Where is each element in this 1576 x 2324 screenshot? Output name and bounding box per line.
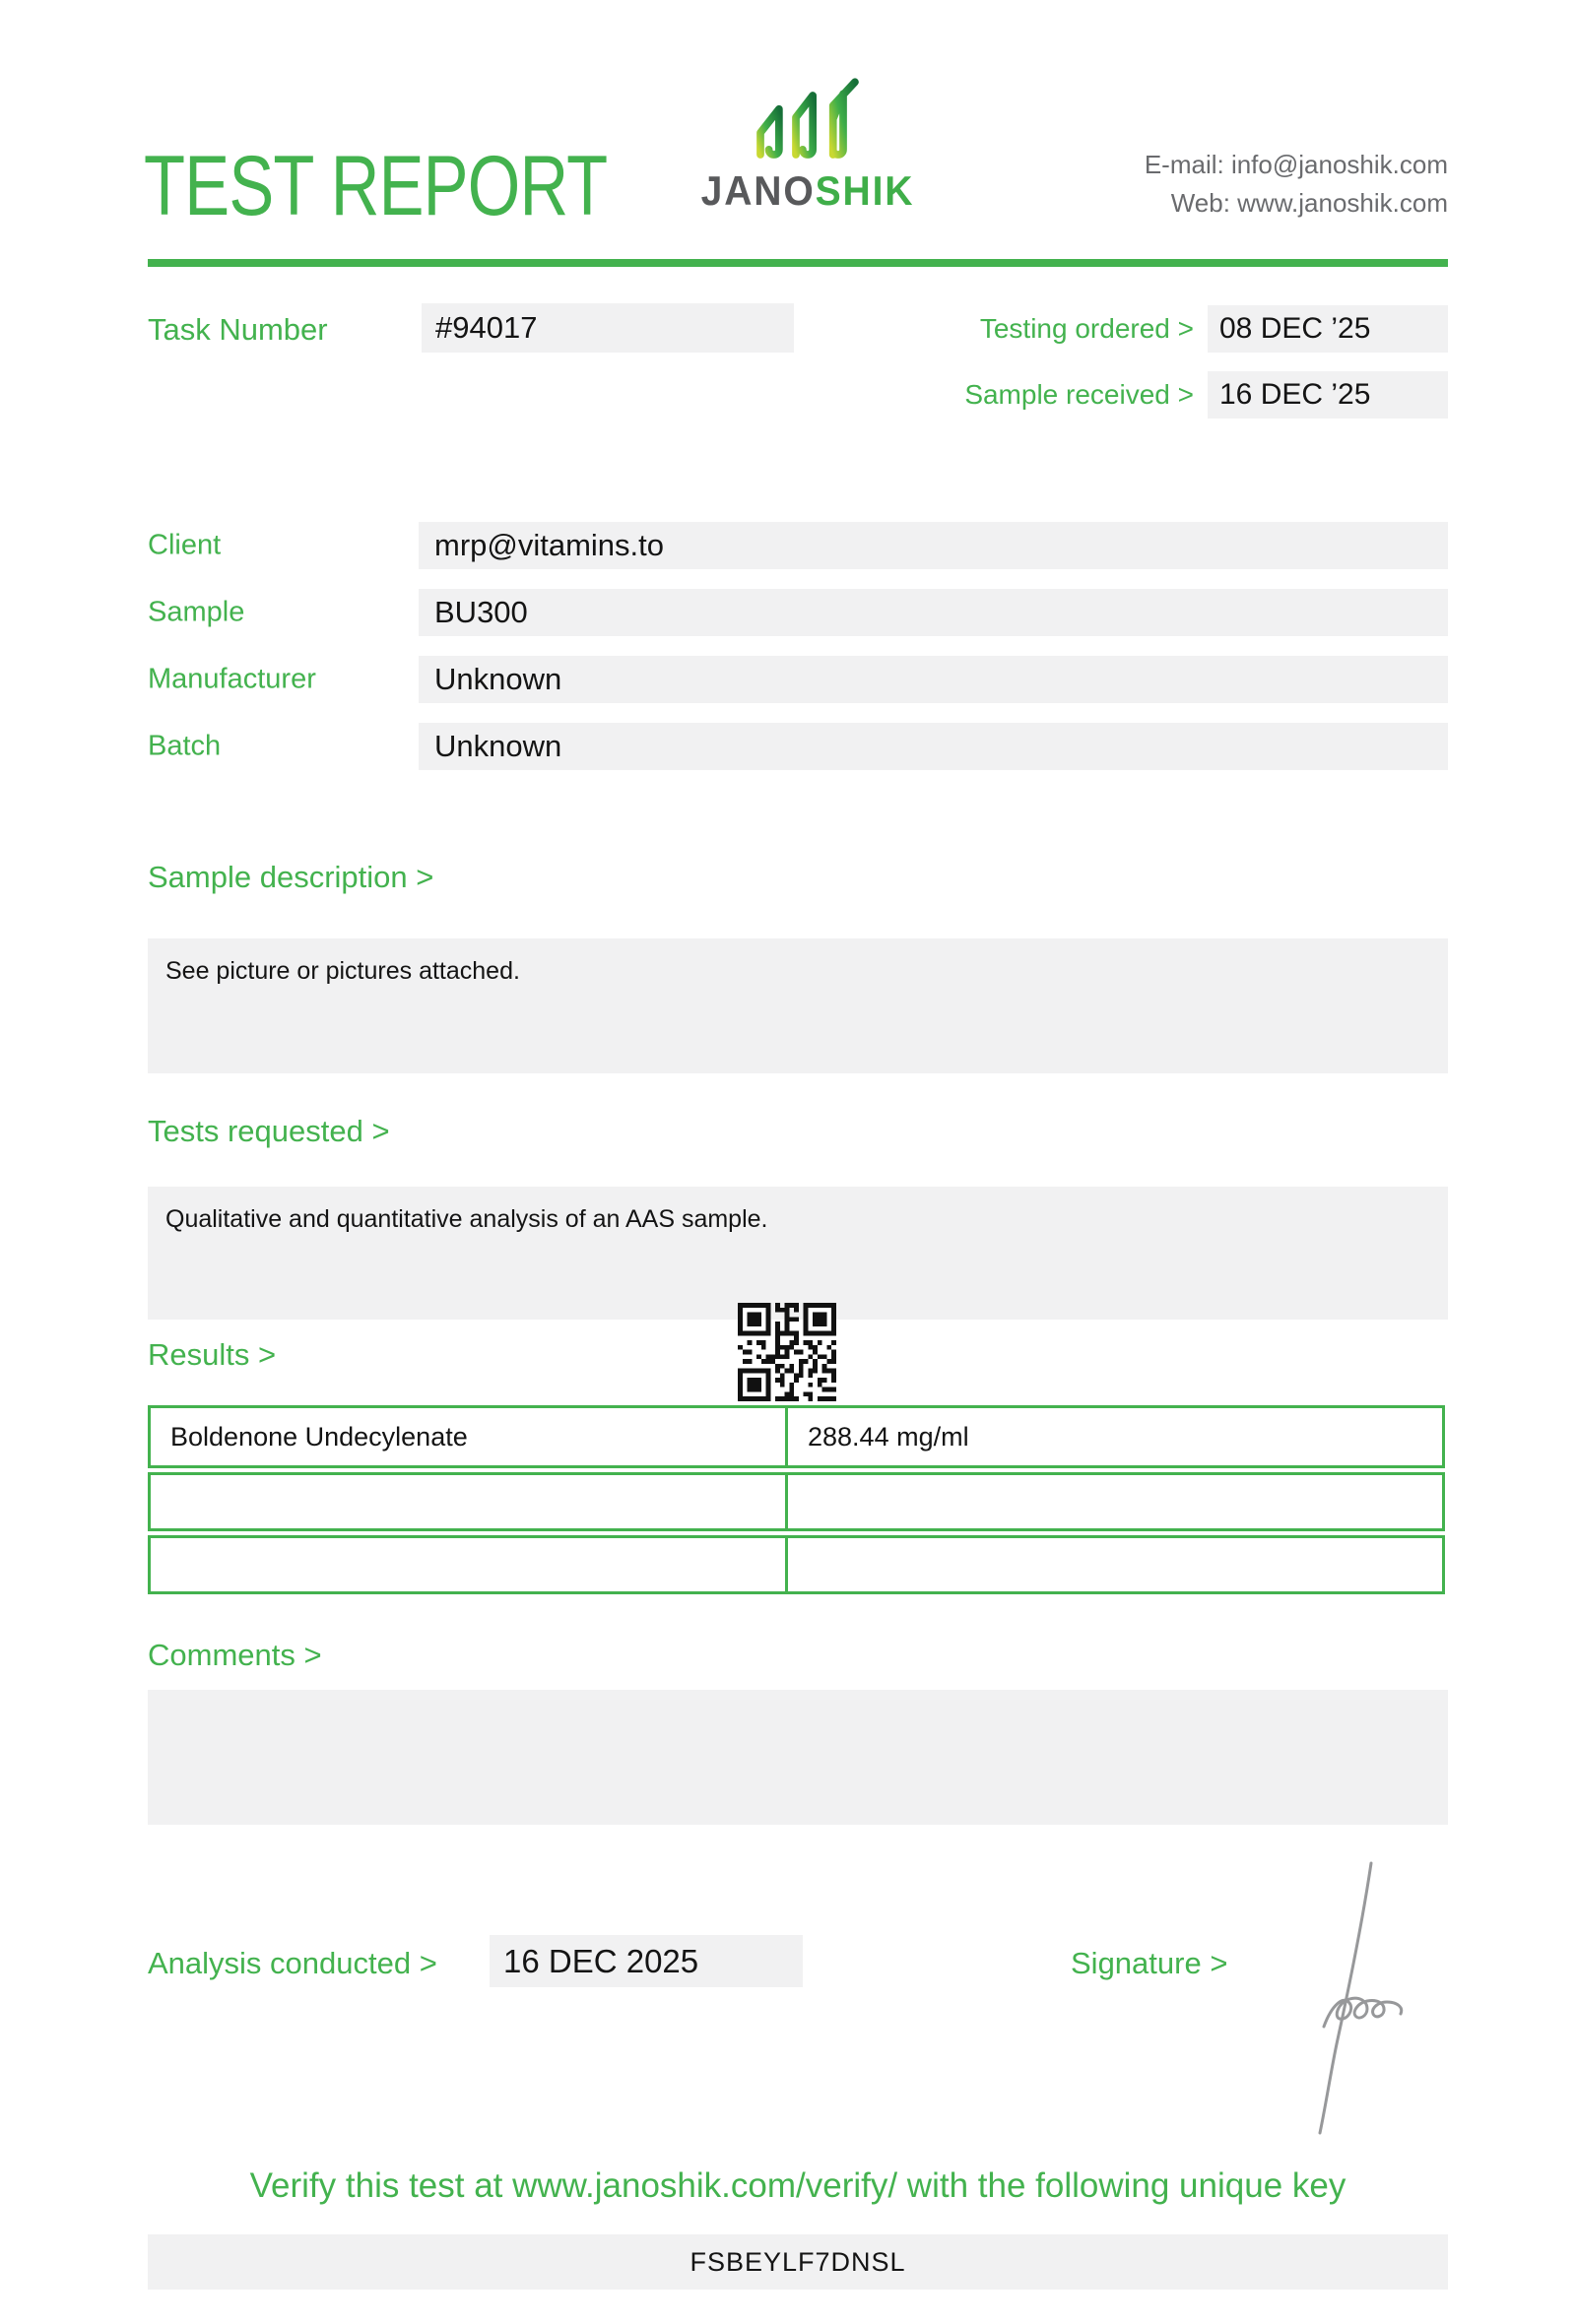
testing-ordered-row <box>980 305 1448 353</box>
contact-email: E-mail: info@janoshik.com <box>1144 150 1448 179</box>
signature-handwriting <box>1280 1857 1413 2138</box>
verify-key: FSBEYLF7DNSL <box>148 2234 1448 2290</box>
field-client <box>148 522 1448 569</box>
testing-ordered-date: 08 DEC ’25 <box>1208 305 1448 353</box>
result-analyte-cell: Boldenone Undecylenate <box>148 1405 788 1468</box>
field-batch <box>148 723 1448 770</box>
client-label: Client <box>148 529 222 561</box>
logo-wordmark <box>693 167 923 215</box>
result-value-cell: 288.44 mg/ml <box>785 1405 1445 1468</box>
results-heading: Results > <box>148 1337 277 1372</box>
logo-shik: SHIK <box>815 167 915 214</box>
result-value-cell <box>785 1535 1445 1594</box>
sample-info-fields <box>148 522 1448 790</box>
task-number-label: Task Number <box>148 312 328 347</box>
manufacturer-label: Manufacturer <box>148 663 316 695</box>
comments-box <box>148 1690 1448 1825</box>
sample-received-label: Sample received > <box>964 379 1194 410</box>
header-divider <box>148 259 1448 267</box>
sample-received-date: 16 DEC ’25 <box>1208 371 1448 419</box>
batch-label: Batch <box>148 730 222 762</box>
result-value-cell <box>785 1472 1445 1531</box>
tests-requested-box: Qualitative and quantitative analysis of an AAS sample. <box>148 1187 1448 1320</box>
table-row <box>148 1535 1448 1594</box>
page-title: TEST REPORT <box>144 139 608 233</box>
sample-description-box: See picture or pictures attached. <box>148 938 1448 1073</box>
sample-label: Sample <box>148 596 245 628</box>
field-sample <box>148 589 1448 636</box>
result-analyte-cell <box>148 1472 788 1531</box>
table-row <box>148 1405 1448 1468</box>
tests-requested-heading: Tests requested > <box>148 1114 390 1148</box>
field-manufacturer <box>148 656 1448 703</box>
comments-heading: Comments > <box>148 1638 322 1672</box>
manufacturer-value: Unknown <box>419 656 1448 703</box>
sample-value: BU300 <box>419 589 1448 636</box>
results-table <box>148 1405 1448 1598</box>
contact-info <box>1145 146 1448 223</box>
signature-label: Signature > <box>1071 1946 1228 1980</box>
sample-received-row <box>964 371 1448 419</box>
contact-web: Web: www.janoshik.com <box>1170 188 1448 218</box>
testing-ordered-label: Testing ordered > <box>979 313 1194 344</box>
task-number-value: #94017 <box>422 303 794 353</box>
analysis-conducted-label: Analysis conducted > <box>148 1946 437 1980</box>
sample-description-heading: Sample description > <box>148 860 434 894</box>
analysis-conducted-date: 16 DEC 2025 <box>490 1935 803 1987</box>
janoshik-logo <box>685 77 931 215</box>
logo-jano: JANO <box>700 167 816 214</box>
growth-chart-icon <box>749 77 867 161</box>
qr-code <box>738 1303 836 1401</box>
batch-value: Unknown <box>419 723 1448 770</box>
client-value: mrp@vitamins.to <box>419 522 1448 569</box>
verify-instruction: Verify this test at www.janoshik.com/verify/ with the following unique key <box>249 2166 1346 2205</box>
table-row <box>148 1472 1448 1531</box>
result-analyte-cell <box>148 1535 788 1594</box>
